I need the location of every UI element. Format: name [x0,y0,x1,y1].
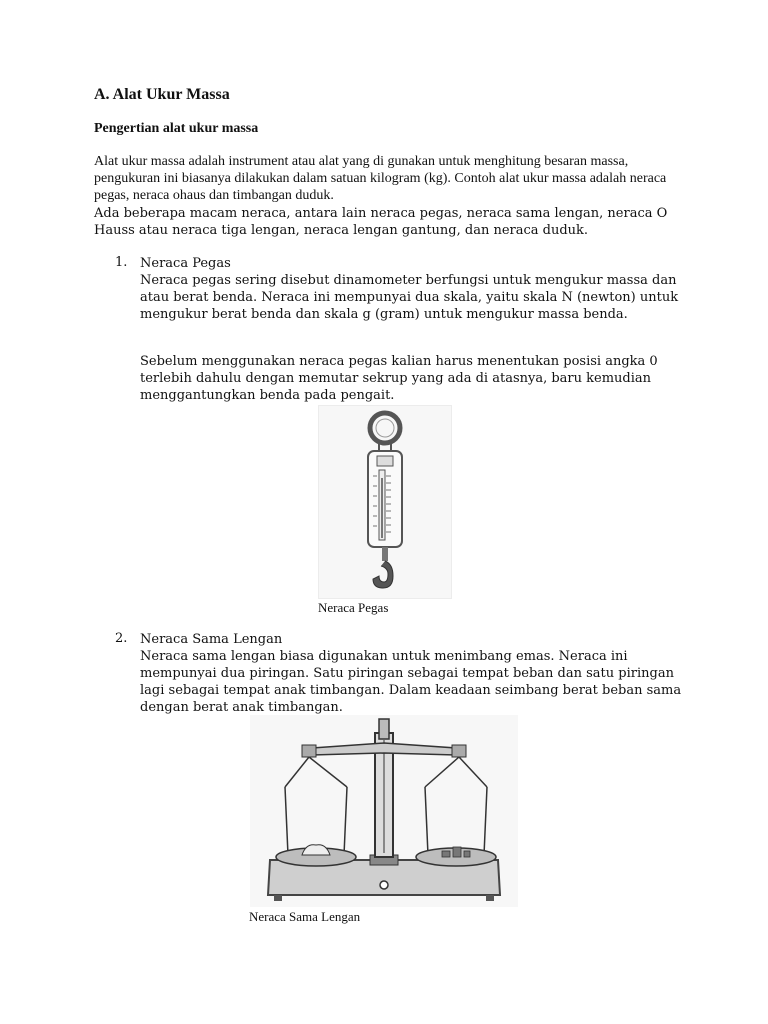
equal-arm-balance-image [250,715,518,907]
item-note [140,353,700,404]
intro-paragraph: Alat ukur massa adalah instrument atau alat yang di gunakan untuk menghitung besaran massa, pengukuran ini biasanya dilakukan dalam satuan kilogram (kg). Contoh alat ukur massa adalah neraca pegas, neraca ohaus dan timbangan duduk. [94,154,667,203]
list-item-neraca-sama-lengan [140,631,700,716]
types-paragraph: Ada beberapa macam neraca, antara lain neraca pegas, neraca sama lengan, neraca O Hauss atau neraca tiga lengan, neraca lengan gantung, dan neraca duduk. [94,206,668,238]
list-number-1: 1. [115,255,128,270]
item-description-2: Sebelum menggunakan neraca pegas kalian harus menentukan posisi angka 0 terlebih dahulu dengan memutar sekrup yang ada di atasnya, baru kemudian menggantungkan benda pada pengait. [140,354,658,403]
page-title: A. Alat Ukur Massa [94,86,230,103]
item-description: Neraca pegas sering disebut dinamometer berfungsi untuk mengukur massa dan atau berat benda. Neraca ini mempunyai dua skala, yaitu skala N (newton) untuk mengukur berat benda dan skala g (gram) untuk mengukur massa benda. [140,273,679,322]
item-title: Neraca Pegas [140,256,231,271]
list-item-neraca-pegas [140,255,700,323]
spring-scale-image [318,405,452,599]
image-caption: Neraca Pegas [318,600,389,615]
item-description: Neraca sama lengan biasa digunakan untuk menimbang emas. Neraca ini mempunyai dua piringan. Satu piringan sebagai tempat beban dan satu piringan lagi sebagai tempat anak timbangan. Dalam keadaan seimbang berat beban sama dengan berat anak timbangan. [140,649,682,715]
section-subtitle: Pengertian alat ukur massa [94,121,259,136]
image-caption: Neraca Sama Lengan [249,909,361,924]
list-number-2: 2. [115,631,128,646]
item-title: Neraca Sama Lengan [140,632,283,647]
